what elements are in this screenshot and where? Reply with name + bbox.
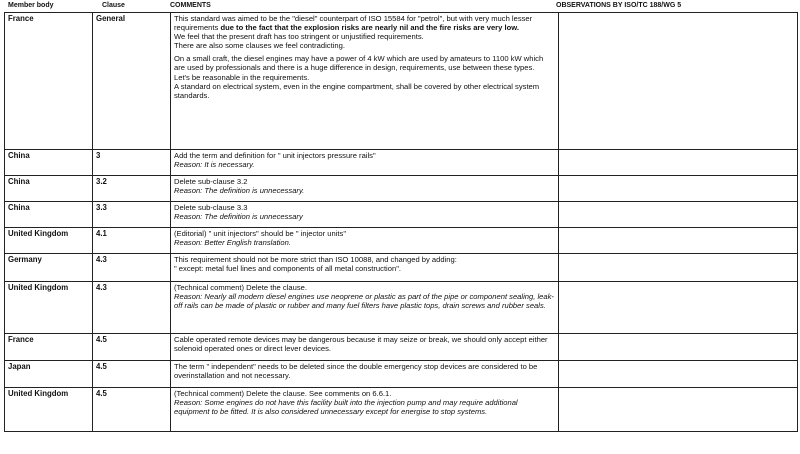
comment-cell xyxy=(171,150,559,176)
table-row xyxy=(5,254,798,282)
comment-text: (Technical comment) Delete the clause. xyxy=(174,283,307,292)
comment-text: (Editorial) " unit injectors" should be " injector units" xyxy=(174,229,347,238)
comment-text: Delete sub-clause 3.2 xyxy=(174,177,248,186)
clause-cell: General xyxy=(93,13,171,150)
comment-cell xyxy=(171,388,559,432)
clause-cell: 4.5 xyxy=(93,334,171,361)
comment-reason: Reason: Nearly all modern diesel engines use neoprene or plastic as part of the pipe or component sealing, leak-off rails can be made of plastic or rubber and many fuel filters have plastic tops, drain screws and rubber seals. xyxy=(174,292,554,311)
comment-text: This standard was aimed to be the "diesel" counterpart of ISO 15584 for "petrol", but with very much lesser requirements xyxy=(174,14,533,33)
comment-text: On a small craft, the diesel engines may have a power of 4 kW which are used by amateurs to 1100 kW which are used by professionals and there is a huge difference in design, requirements, use between these types. xyxy=(174,54,544,73)
table-row xyxy=(5,228,798,254)
observation-cell xyxy=(559,176,798,202)
member-body-cell: Germany xyxy=(5,254,93,282)
comment-cell xyxy=(171,202,559,228)
header-comments: COMMENTS xyxy=(170,2,211,9)
member-body-cell: United Kingdom xyxy=(5,388,93,432)
clause-cell: 3.2 xyxy=(93,176,171,202)
member-body-cell: China xyxy=(5,176,93,202)
comment-reason: Reason: It is necessary. xyxy=(174,160,255,170)
observation-cell xyxy=(559,202,798,228)
member-body-cell: France xyxy=(5,334,93,361)
comment-reason: Reason: The definition is unnecessary xyxy=(174,212,303,222)
member-body-cell: United Kingdom xyxy=(5,282,93,334)
table-row xyxy=(5,13,798,150)
observation-cell xyxy=(559,150,798,176)
comment-text: Let's be reasonable in the requirements. xyxy=(174,72,310,82)
header-clause: Clause xyxy=(102,2,125,9)
member-body-cell: France xyxy=(5,13,93,150)
table-row xyxy=(5,282,798,334)
comment-text: The term " independent" needs to be deleted since the double emergency stop devices are considered to be overinstallation and not necessary. xyxy=(174,362,538,381)
comment-cell xyxy=(171,176,559,202)
clause-cell: 4.3 xyxy=(93,254,171,282)
clause-cell: 3.3 xyxy=(93,202,171,228)
comment-text: (Technical comment) Delete the clause. See comments on 6.6.1. xyxy=(174,389,392,398)
comment-text: Add the term and definition for " unit injectors pressure rails" xyxy=(174,151,376,160)
clause-cell: 4.3 xyxy=(93,282,171,334)
observation-cell xyxy=(559,282,798,334)
comment-cell xyxy=(171,361,559,388)
comment-reason: Reason: The definition is unnecessary. xyxy=(174,186,305,196)
observation-cell xyxy=(559,334,798,361)
comment-cell xyxy=(171,282,559,334)
member-body-cell: United Kingdom xyxy=(5,228,93,254)
table-row xyxy=(5,202,798,228)
comment-text: " except: metal fuel lines and components of all metal construction". xyxy=(174,264,401,274)
table-row xyxy=(5,361,798,388)
comment-text: Cable operated remote devices may be dangerous because it may seize or break, we should only accept either solenoid operated ones or direct lever devices. xyxy=(174,335,548,354)
comment-text: We feel that the present draft has too stringent or unjustified requirements. xyxy=(174,32,424,42)
header-member-body: Member body xyxy=(8,2,54,9)
member-body-cell: China xyxy=(5,202,93,228)
observation-cell xyxy=(559,228,798,254)
comment-text: This requirement should not be more strict than ISO 10088, and changed by adding: xyxy=(174,255,457,264)
observation-cell xyxy=(559,361,798,388)
comments-table xyxy=(4,12,798,432)
header-observations: OBSERVATIONS BY ISO/TC 188/WG 5 xyxy=(556,2,682,9)
member-body-cell: Japan xyxy=(5,361,93,388)
comment-reason: Reason: Better English translation. xyxy=(174,238,291,248)
comment-text: There are also some clauses we feel contradicting. xyxy=(174,41,345,51)
clause-cell: 3 xyxy=(93,150,171,176)
comment-cell xyxy=(171,334,559,361)
clause-cell: 4.5 xyxy=(93,361,171,388)
table-header xyxy=(0,0,800,12)
table-row xyxy=(5,334,798,361)
table-row xyxy=(5,150,798,176)
table-row xyxy=(5,388,798,432)
observation-cell xyxy=(559,254,798,282)
clause-cell: 4.1 xyxy=(93,228,171,254)
comment-cell xyxy=(171,13,559,150)
comment-text: A standard on electrical system, even in the engine compartment, shall be covered by other electrical system standards. xyxy=(174,81,540,100)
member-body-cell: China xyxy=(5,150,93,176)
clause-cell: 4.5 xyxy=(93,388,171,432)
comment-emphasis: due to the fact that the explosion risks are nearly nil and the fire risks are very low. xyxy=(220,23,519,33)
comment-cell xyxy=(171,228,559,254)
observation-cell xyxy=(559,13,798,150)
comment-cell xyxy=(171,254,559,282)
table-row xyxy=(5,176,798,202)
comment-reason: Reason: Some engines do not have this facility built into the injection pump and may require additional equipment to be fitted. It is also considered unnecessary except for energise to stop systems. xyxy=(174,398,518,417)
comment-text: Delete sub-clause 3.3 xyxy=(174,203,248,212)
observation-cell xyxy=(559,388,798,432)
